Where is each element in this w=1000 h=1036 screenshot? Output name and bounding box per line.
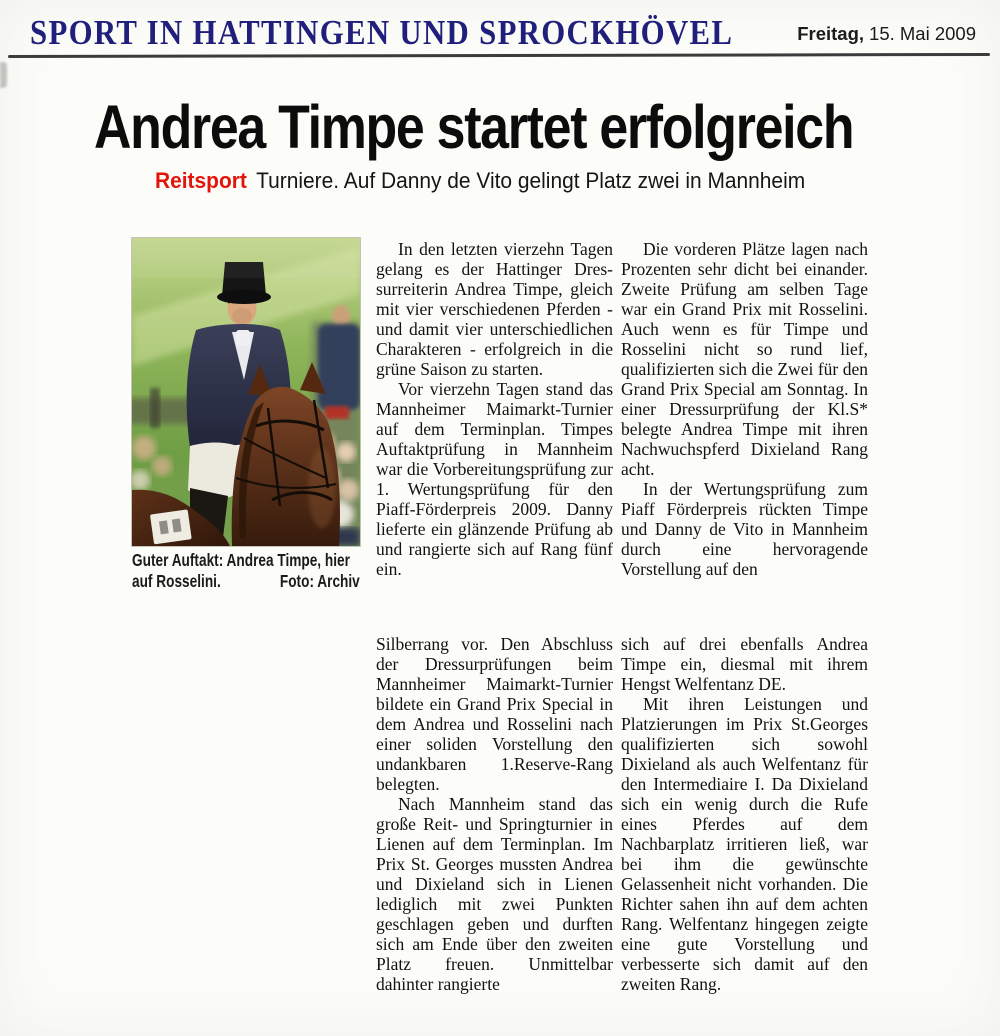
photo-dressage-rider	[132, 238, 360, 546]
photo-highlight-overlay	[132, 238, 360, 278]
caption-credit: Foto: Archiv	[279, 571, 360, 591]
article-subheadline	[155, 168, 805, 194]
paragraph: Nach Mannheim stand das große Reit- und Springturnier in Lienen auf dem Terminplan. Im Prix St. Georges mussten Andrea und Dixieland sich in Lienen lediglich mit zwei Punkten geschlagen geben und durften sich am Ende über den zweiten Platz freuen. Unmittelbar dahinter rangierte	[376, 794, 613, 994]
caption-line1: Guter Auftakt: Andrea Timpe, hier	[132, 550, 350, 570]
issue-date-rest: 15. Mai 2009	[869, 23, 976, 44]
article-photo	[132, 238, 360, 546]
section-title: SPORT IN HATTINGEN UND SPROCKHÖVEL	[30, 13, 734, 52]
paragraph: Vor vierzehn Tagen stand das Mannheimer Maimarkt-Turnier auf dem Terminplan. Timpes Auftaktprüfung in Mannheim war die Vorbereitungsprüfung zur 1. Wertungsprüfung für den Piaff-Förderpreis 2009. Danny lieferte ein glänzende Prüfung ab und rangierte sich auf Rang fünf ein.	[376, 379, 613, 579]
masthead-divider	[8, 53, 990, 58]
column-top-right	[621, 239, 868, 579]
paragraph: Mit ihren Leistungen und Platzierungen im Prix St.Georges qualifizierten sich sowohl Dixieland als auch Welfentanz für den Intermediaire I. Da Dixieland sich ein wenig durch die Rufe eines Pferdes auf dem Nachbarplatz irritieren ließ, war bei ihm die gewünschte Gelassenheit nicht vorhanden. Die Richter sahen ihn auf dem achten Rang. Welfentanz hingegen zeigte eine gute Vorstellung und verbesserte sich damit auf den zweiten Rang.	[621, 694, 868, 994]
kicker-label: Reitsport	[155, 168, 247, 193]
paragraph: In den letzten vierzehn Tagen gelang es der Hattinger Dressurreiterin Andrea Timpe, gleich mit vier verschiedenen Pferden - und damit vier unterschiedlichen Charakteren - erfolgreich in die grüne Saison zu starten.	[376, 239, 613, 379]
issue-date-day: Freitag,	[797, 23, 865, 44]
article-headline: Andrea Timpe startet erfolgreich	[94, 93, 854, 161]
subheadline-text: Turniere. Auf Danny de Vito gelingt Platz zwei in Mannheim	[256, 168, 806, 193]
scan-artifact	[0, 62, 7, 88]
paragraph: Silberrang vor. Den Abschluss der Dressurprüfungen beim Mannheimer Maimarkt-Turnier bildete ein Grand Prix Special in dem Andrea und Rosselini nach einer soliden Vorstellung den undankbaren 1.Reserve-Rang belegten.	[376, 634, 613, 794]
paragraph: Die vorderen Plätze lagen nach Prozenten sehr dicht bei einander. Zweite Prüfung am selben Tage war ein Grand Prix mit Rosselini. Auch wenn es für Timpe und Rosselini nicht so rund lief, qualifizierten sich die Zwei für den Grand Prix Special am Sonntag. In einer Dressurprüfung der Kl.S* belegte Andrea Timpe mit ihren Nachwuchspferd Dixieland Rang acht.	[621, 239, 868, 479]
photo-number-patch	[150, 509, 192, 544]
paragraph: sich auf drei ebenfalls Andrea Timpe ein, diesmal mit ihrem Hengst Welfentanz DE.	[621, 634, 868, 694]
column-top-middle	[376, 239, 613, 579]
issue-date	[797, 23, 976, 45]
column-bottom-right	[621, 634, 868, 994]
caption-line2: auf Rosselini.	[132, 571, 221, 591]
photo-caption	[132, 550, 360, 592]
paragraph: In der Wertungsprüfung zum Piaff Förderpreis rückten Timpe und Danny de Vito in Mannheim durch eine hervoragende Vorstellung auf den	[621, 479, 868, 579]
column-bottom-left	[376, 634, 613, 994]
